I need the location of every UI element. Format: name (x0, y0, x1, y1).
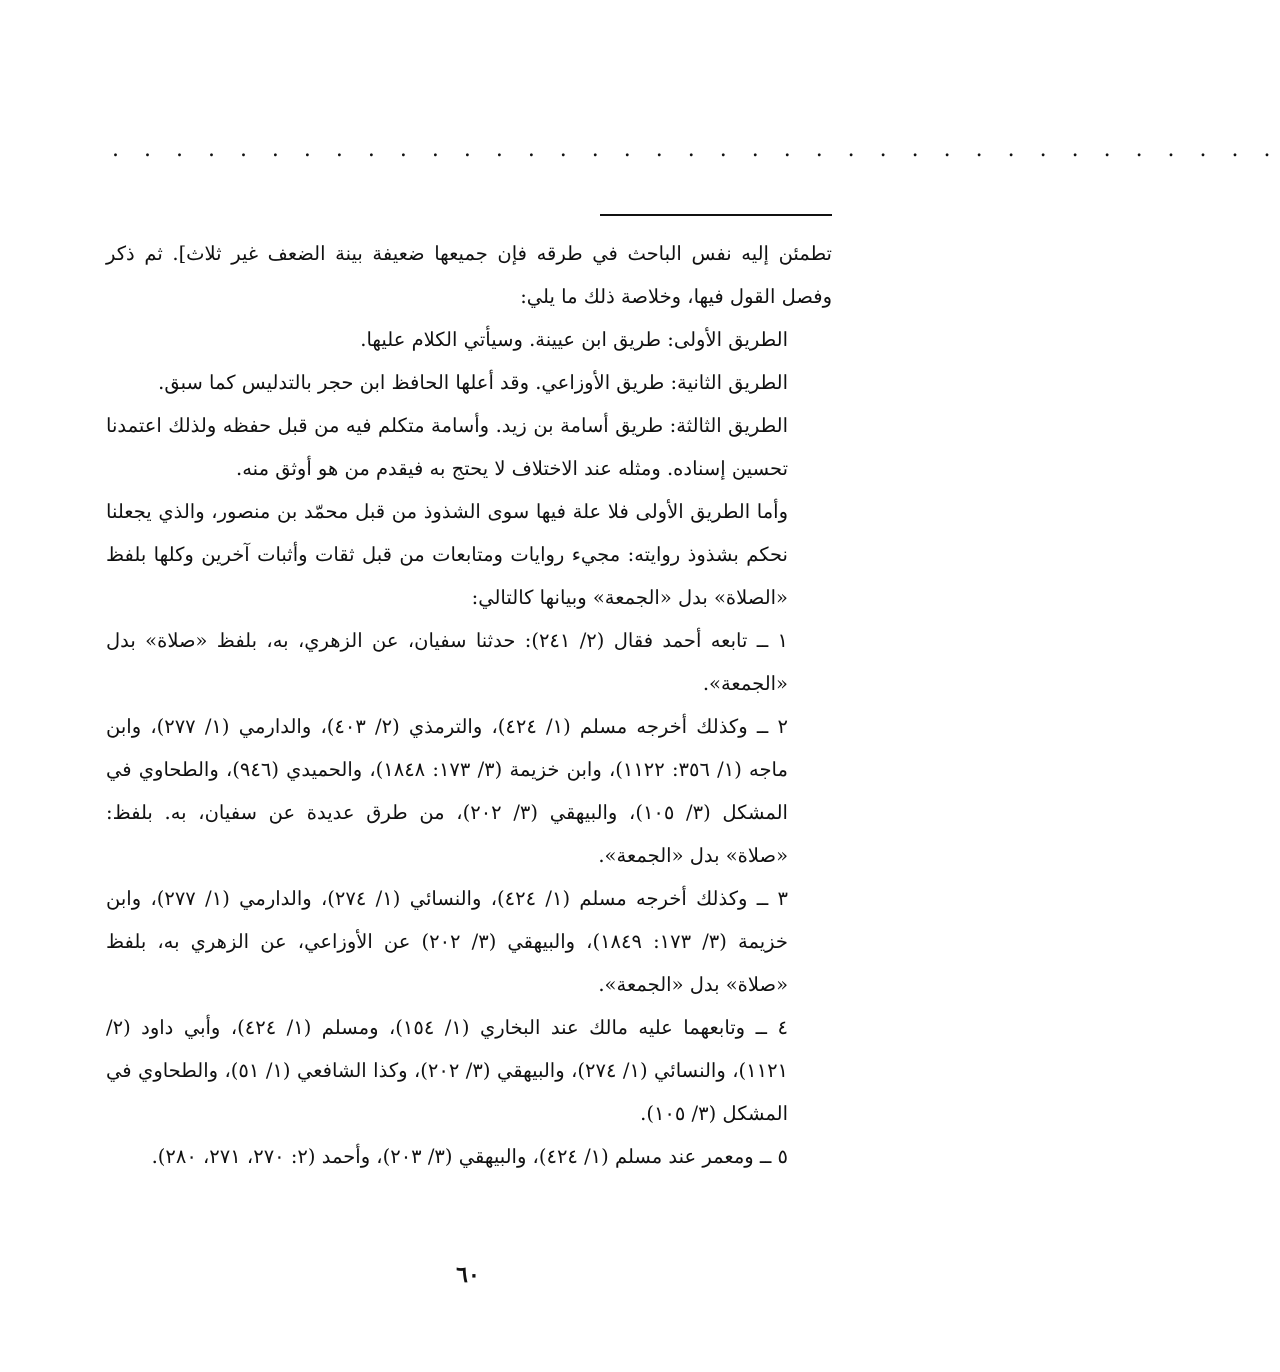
footnote-rule (600, 214, 832, 216)
list-item-3: ٣ ــ وكذلك أخرجه مسلم (١/ ٤٢٤)، والنسائي (١/ ٢٧٤)، والدارمي (١/ ٢٧٧)، وابن خزيمة (٣/ ١٧٣: ١٨٤٩)، والبيهقي (٣/ ٢٠٢) عن الأوزاعي، عن الزهري به، بلفظ «صلاة» بدل «الجمعة». (106, 887, 788, 996)
list-item-2: ٢ ــ وكذلك أخرجه مسلم (١/ ٤٢٤)، والترمذي (٢/ ٤٠٣)، والدارمي (١/ ٢٧٧)، وابن ماجه (١/ ٣٥٦: ١١٢٢)، وابن خزيمة (٣/ ١٧٣: ١٨٤٨)، والحميدي (٩٤٦)، والطحاوي في المشكل (٣/ ١٠٥)، والبيهقي (٣/ ٢٠٢)، من طرق عديدة عن سفيان، به. بلفظ: «صلاة» بدل «الجمعة». (106, 715, 788, 867)
page-number: ٦٠ (456, 1262, 480, 1288)
list-item-1: ١ ــ تابعه أحمد فقال (٢/ ٢٤١): حدثنا سفيان، عن الزهري، به، بلفظ «صلاة» بدل «الجمعة». (106, 629, 789, 695)
list-item-4: ٤ ــ وتابعهما عليه مالك عند البخاري (١/ ١٥٤)، ومسلم (١/ ٤٢٤)، وأبي داود (٢/ ١١٢١)، والنسائي (١/ ٢٧٤)، والبيهقي (٣/ ٢٠٢)، وكذا الشافعي (١/ ٥١)، والطحاوي في المشكل (٣/ ١٠٥). (106, 1016, 789, 1125)
paragraph-2: الطريق الأولى: طريق ابن عيينة. وسيأتي الكلام عليها. (360, 328, 788, 351)
footnote-body (106, 232, 832, 1178)
dotted-separator: . . . . . . . . . . . . . . . . . . . . . . . . . . . . . . . . . . . . . (112, 137, 1280, 162)
list-item-5: ٥ ــ ومعمر عند مسلم (١/ ٤٢٤)، والبيهقي (٣/ ٢٠٣)، وأحمد (٢: ٢٧٠، ٢٧١، ٢٨٠). (151, 1145, 788, 1168)
paragraph-3: الطريق الثانية: طريق الأوزاعي. وقد أعلها الحافظ ابن حجر بالتدليس كما سبق. (158, 371, 788, 394)
paragraph-4: الطريق الثالثة: طريق أسامة بن زيد. وأسامة متكلم فيه من قبل حفظه ولذلك اعتمدنا تحسين إسناده. ومثله عند الاختلاف لا يحتج به فيقدم من هو أوثق منه. (106, 414, 788, 480)
paragraph-1: تطمئن إليه نفس الباحث في طرقه فإن جميعها ضعيفة بينة الضعف غير ثلاث]. ثم ذكر وفصل القول فيها، وخلاصة ذلك ما يلي: (106, 242, 832, 308)
paragraph-5: وأما الطريق الأولى فلا علة فيها سوى الشذوذ من قبل محمّد بن منصور، والذي يجعلنا نحكم بشذوذ روايته: مجيء روايات ومتابعات من قبل ثقات وأثبات آخرين وكلها بلفظ «الصلاة» بدل «الجمعة» وبيانها كالتالي: (106, 500, 788, 609)
